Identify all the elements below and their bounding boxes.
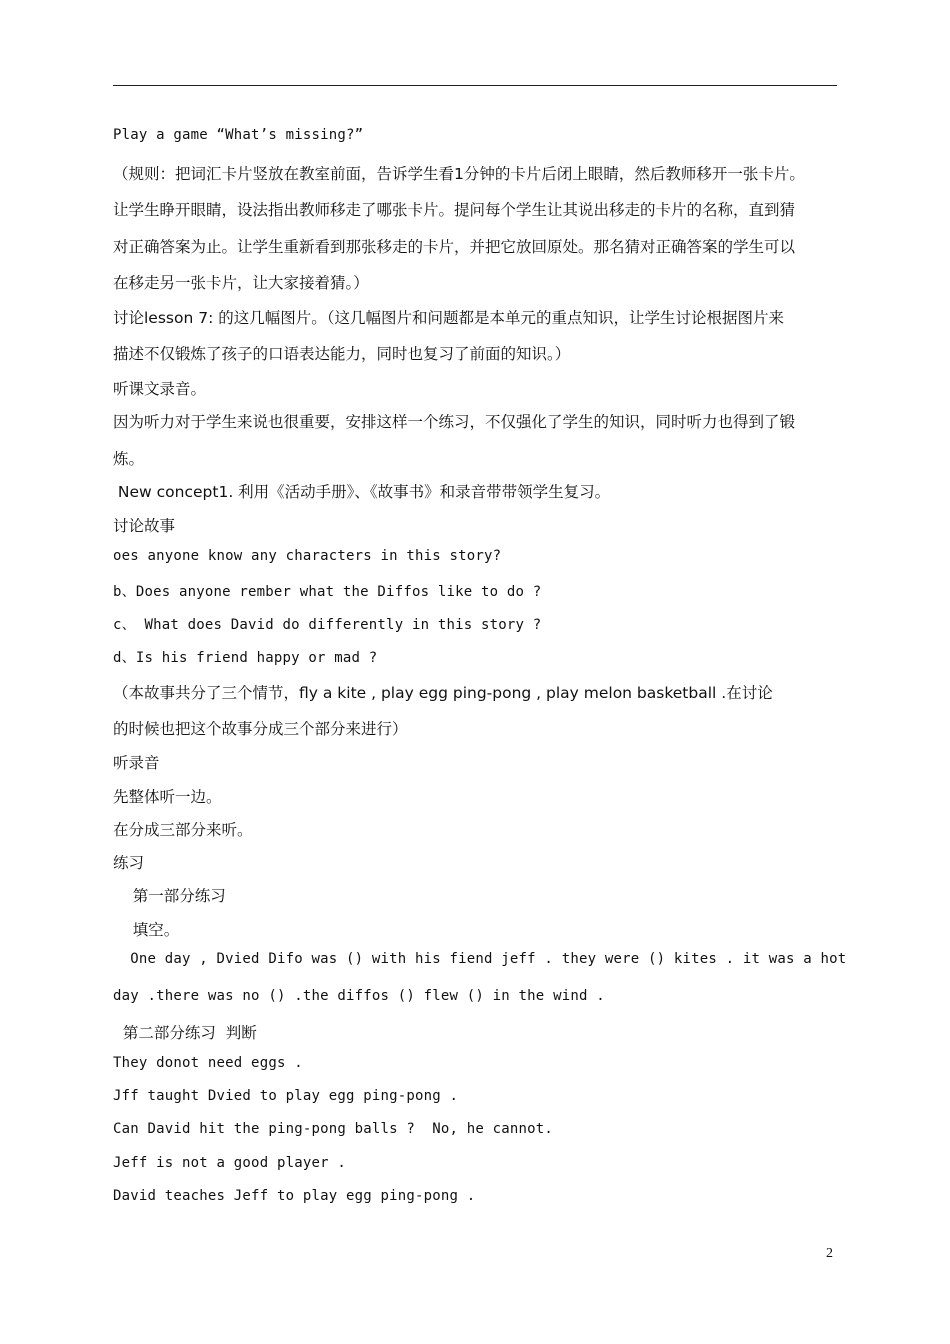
question-c: c、 What does David do differently in this story ?	[113, 617, 542, 633]
judge-statement: They donot need eggs .	[113, 1055, 303, 1071]
listening-paragraph-line: 因为听力对于学生来说也很重要，安排这样一个练习，不仅强化了学生的知识，同时听力也得到了锻	[113, 413, 796, 431]
rules-paragraph-line: 在移走另一张卡片，让大家接着猜。）	[113, 274, 369, 292]
listen-recording-heading: 听录音	[113, 754, 160, 772]
part1-heading: 第一部分练习	[113, 887, 226, 905]
story-note-line: （本故事共分了三个情节，fly a kite , play egg ping-pong , play melon basketball .在讨论	[113, 684, 773, 702]
discussion-paragraph-line: 描述不仅锻炼了孩子的口语表达能力，同时也复习了前面的知识。）	[113, 345, 571, 363]
question-d: d、Is his friend happy or mad ?	[113, 650, 378, 666]
fill-blank-line: One day , Dvied Difo was () with his fiend jeff . they were () kites . it was a hot	[113, 951, 847, 967]
fill-blank-heading: 填空。	[113, 921, 180, 939]
rules-paragraph-line: （规则：把词汇卡片竖放在教室前面，告诉学生看1分钟的卡片后闭上眼睛，然后教师移开一张卡片。	[113, 165, 805, 183]
judge-statement: Jeff is not a good player .	[113, 1155, 346, 1171]
page-number: 2	[826, 1246, 833, 1261]
listen-step-1: 先整体听一边。	[113, 788, 222, 806]
rules-paragraph-line: 对正确答案为止。让学生重新看到那张移走的卡片，并把它放回原处。那名猜对正确答案的学生可以	[113, 238, 796, 256]
part2-heading: 第二部分练习 判断	[113, 1024, 257, 1042]
listen-heading: 听课文录音。	[113, 380, 207, 398]
game-title: Play a game “What’s missing?”	[113, 127, 364, 143]
judge-statement: Jff taught Dvied to play egg ping-pong .	[113, 1088, 459, 1104]
header-rule	[113, 85, 837, 86]
judge-statement: David teaches Jeff to play egg ping-pong .	[113, 1188, 476, 1204]
rules-paragraph-line: 让学生睁开眼睛，设法指出教师移走了哪张卡片。提问每个学生让其说出移走的卡片的名称，直到猜	[113, 201, 796, 219]
discussion-paragraph-line: 讨论lesson 7: 的这几幅图片。（这几幅图片和问题都是本单元的重点知识，让学生讨论根据图片来	[113, 309, 784, 327]
story-note-line: 的时候也把这个故事分成三个部分来进行）	[113, 720, 408, 738]
practice-heading: 练习	[113, 854, 145, 872]
judge-statement: Can David hit the ping-pong balls ? No, he cannot.	[113, 1121, 554, 1137]
question-a: oes anyone know any characters in this story?	[113, 548, 502, 564]
discuss-story-heading: 讨论故事	[113, 517, 176, 535]
new-concept-line: New concept1. 利用《活动手册》、《故事书》和录音带带领学生复习。	[113, 483, 611, 501]
fill-blank-line: day .there was no () .the diffos () flew () in the wind .	[113, 988, 605, 1004]
listening-paragraph-line: 炼。	[113, 450, 145, 468]
question-b: b、Does anyone rember what the Diffos like to do ?	[113, 584, 542, 600]
listen-step-2: 在分成三部分来听。	[113, 821, 253, 839]
